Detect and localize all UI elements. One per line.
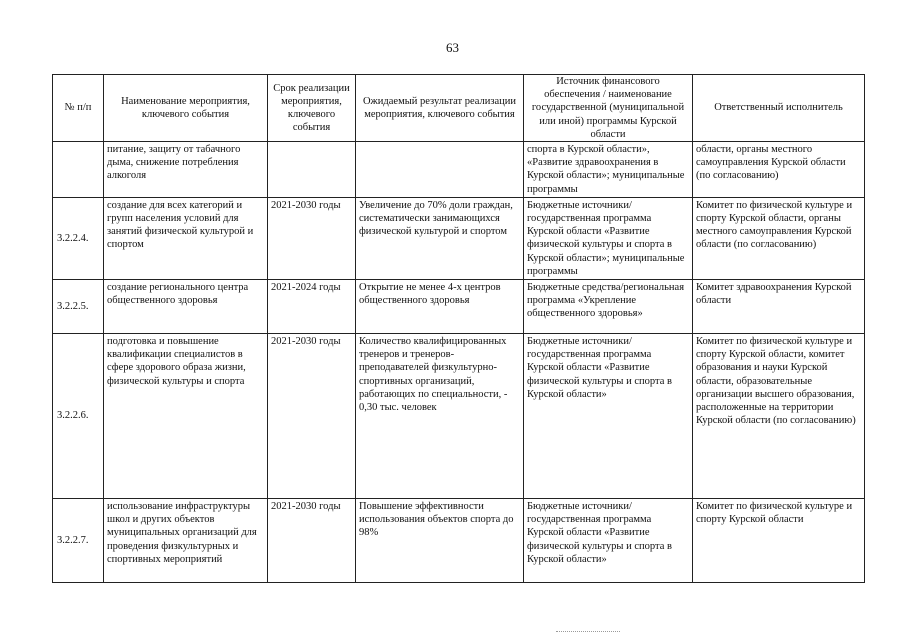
row-number: 3.2.2.6. [53, 334, 104, 499]
funding-source: Бюджетные источники/ государственная программа Курской области «Развитие физической культуры и спорта в Курской области» [524, 334, 693, 499]
activity-name: подготовка и повышение квалификации специалистов в сфере здорового образа жизни, физической культуры и спорта [104, 334, 268, 499]
column-header-result: Ожидаемый результат реализации мероприятия, ключевого события [356, 75, 524, 142]
table-header-row [53, 75, 865, 142]
expected-result: Открытие не менее 4-х центров общественного здоровья [356, 280, 524, 334]
activity-name: создание для всех категорий и групп населения условий для занятий физической культурой и спортом [104, 197, 268, 279]
column-header-number: № п/п [53, 75, 104, 142]
responsible-executor: Комитет по физической культуре и спорту Курской области, органы местного самоуправления Курской области (по согласованию) [693, 197, 865, 279]
funding-source: Бюджетные источники/ государственная программа Курской области «Развитие физической культуры и спорта в Курской области» [524, 499, 693, 583]
column-header-executor: Ответственный исполнитель [693, 75, 865, 142]
table-row [53, 197, 865, 279]
activity-period: 2021-2024 годы [268, 280, 356, 334]
table-row [53, 334, 865, 499]
responsible-executor: Комитет по физической культуре и спорту Курской области [693, 499, 865, 583]
expected-result [356, 142, 524, 198]
table-row [53, 280, 865, 334]
activity-name: использование инфраструктуры школ и других объектов муниципальных организаций для проведения физкультурных и спортивных мероприятий [104, 499, 268, 583]
activity-name: питание, защиту от табачного дыма, снижение потребления алкоголя [104, 142, 268, 198]
activity-period: 2021-2030 годы [268, 197, 356, 279]
table-row [53, 142, 865, 198]
row-number: 3.2.2.5. [53, 280, 104, 334]
expected-result: Количество квалифицированных тренеров и тренеров-преподавателей физкультурно-спортивных организаций, работающих по специальности, - 0,30 тыс. человек [356, 334, 524, 499]
activity-period: 2021-2030 годы [268, 334, 356, 499]
expected-result: Увеличение до 70% доли граждан, систематически занимающихся физической культурой и спортом [356, 197, 524, 279]
activity-period: 2021-2030 годы [268, 499, 356, 583]
column-header-name: Наименование мероприятия, ключевого события [104, 75, 268, 142]
activities-table [52, 74, 865, 583]
page-number: 63 [446, 40, 459, 55]
table-row [53, 499, 865, 583]
expected-result: Повышение эффективности использования объектов спорта до 98% [356, 499, 524, 583]
row-number: 3.2.2.4. [53, 197, 104, 279]
responsible-executor: области, органы местного самоуправления Курской области (по согласованию) [693, 142, 865, 198]
row-number [53, 142, 104, 198]
scan-artifact-mark [556, 631, 620, 634]
responsible-executor: Комитет по физической культуре и спорту Курской области, комитет образования и науки Курской области, образовательные организации высшего образования, расположенные на территории Курской области (по согласованию) [693, 334, 865, 499]
funding-source: спорта в Курской области», «Развитие здравоохранения в Курской области»; муниципальные программы [524, 142, 693, 198]
funding-source: Бюджетные источники/ государственная программа Курской области «Развитие физической культуры и спорта в Курской области»; муниципальные программы [524, 197, 693, 279]
activity-period [268, 142, 356, 198]
column-header-period: Срок реализации мероприятия, ключевого события [268, 75, 356, 142]
row-number: 3.2.2.7. [53, 499, 104, 583]
column-header-source: Источник финансового обеспечения / наименование государственной (муниципальной или иной) программы Курской области [524, 75, 693, 142]
activity-name: создание регионального центра общественного здоровья [104, 280, 268, 334]
funding-source: Бюджетные средства/региональная программа «Укрепление общественного здоровья» [524, 280, 693, 334]
responsible-executor: Комитет здравоохранения Курской области [693, 280, 865, 334]
